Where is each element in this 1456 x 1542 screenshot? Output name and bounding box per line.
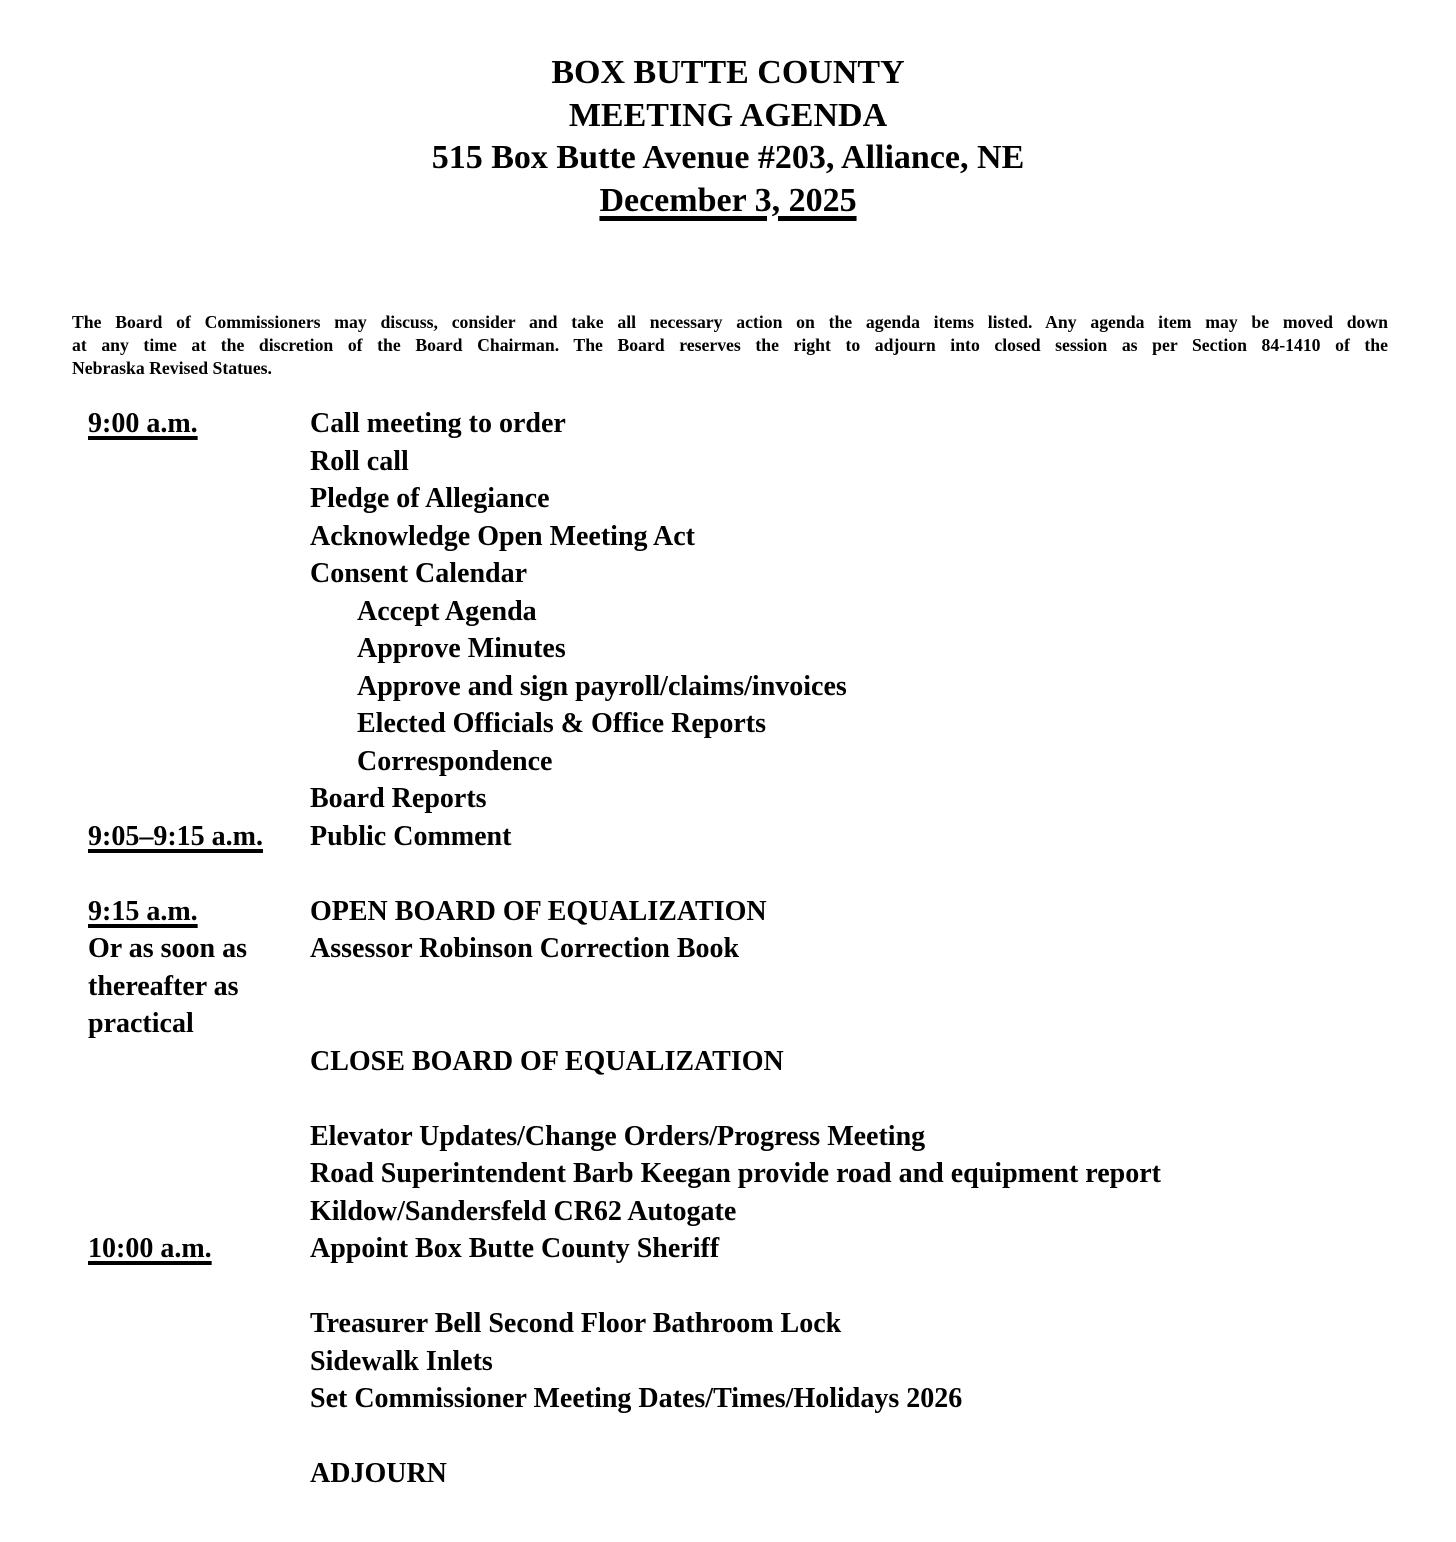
- agenda-row: [0, 1043, 1456, 1081]
- agenda-blank-row: [0, 855, 1456, 893]
- agenda-blank-row: [0, 1080, 1456, 1118]
- agenda-row: [0, 818, 1456, 856]
- agenda-row: [0, 1455, 1456, 1493]
- agenda-time: practical: [88, 1008, 194, 1039]
- agenda-item: Elected Officials & Office Reports: [357, 708, 766, 739]
- agenda-time: 9:15 a.m.: [88, 895, 198, 927]
- agenda-row: [0, 518, 1456, 556]
- agenda-blank-row: [0, 1418, 1456, 1456]
- agenda-item: Kildow/Sandersfeld CR62 Autogate: [310, 1195, 737, 1227]
- agenda-row: [0, 405, 1456, 443]
- agenda-item: Consent Calendar: [310, 558, 528, 589]
- agenda-time: 10:00 a.m.: [88, 1233, 212, 1264]
- agenda-row: [0, 1005, 1456, 1043]
- agenda-item: CLOSE BOARD OF EQUALIZATION: [310, 1045, 784, 1077]
- agenda-item: Board Reports: [310, 783, 487, 814]
- agenda-time: 9:00 a.m.: [88, 408, 198, 439]
- agenda-row: [0, 1193, 1456, 1231]
- agenda-item: Accept Agenda: [357, 595, 537, 627]
- agenda-row: [0, 893, 1456, 931]
- agenda-row: [0, 705, 1456, 743]
- agenda-item: OPEN BOARD OF EQUALIZATION: [310, 895, 767, 927]
- agenda-item: Sidewalk Inlets: [310, 1345, 493, 1377]
- disclaimer-paragraph: [72, 311, 1388, 380]
- title-county: BOX BUTTE COUNTY: [551, 54, 905, 91]
- agenda-row: [0, 930, 1456, 968]
- agenda-time: thereafter as: [88, 970, 239, 1002]
- agenda-item: Assessor Robinson Correction Book: [310, 933, 740, 964]
- agenda-row: [0, 1380, 1456, 1418]
- agenda-row: [0, 668, 1456, 706]
- agenda-item: Set Commissioner Meeting Dates/Times/Holidays 2026: [310, 1383, 963, 1414]
- agenda-row: [0, 1305, 1456, 1343]
- agenda-item: Treasurer Bell Second Floor Bathroom Lock: [310, 1308, 842, 1339]
- agenda-item: Elevator Updates/Change Orders/Progress Meeting: [310, 1120, 926, 1152]
- title-date-line: [0, 180, 1456, 223]
- agenda-row: [0, 1155, 1456, 1193]
- agenda-row: [0, 780, 1456, 818]
- agenda-item: Approve and sign payroll/claims/invoices: [357, 670, 847, 702]
- agenda-blank-row: [0, 1268, 1456, 1306]
- agenda-row: [0, 443, 1456, 481]
- disclaimer-line: at any time at the discretion of the Board Chairman. The Board reserves the right to adjourn into closed session as per Section 84-1410 of the: [72, 335, 1388, 355]
- agenda-row: [0, 630, 1456, 668]
- agenda-item: ADJOURN: [310, 1458, 447, 1489]
- agenda-time: 9:05–9:15 a.m.: [88, 820, 263, 852]
- agenda-item: Appoint Box Butte County Sheriff: [310, 1233, 720, 1264]
- agenda-row: [0, 968, 1456, 1006]
- meeting-date: December 3, 2025: [599, 181, 857, 219]
- agenda-item: Acknowledge Open Meeting Act: [310, 520, 695, 552]
- agenda-row: [0, 1343, 1456, 1381]
- agenda-time: Or as soon as: [88, 933, 247, 964]
- agenda-row: [0, 1230, 1456, 1268]
- agenda-row: [0, 743, 1456, 781]
- agenda-item: Correspondence: [357, 745, 553, 777]
- disclaimer-line: The Board of Commissioners may discuss, consider and take all necessary action on the agenda items listed. Any agenda item may be moved down: [72, 312, 1388, 332]
- agenda-row: [0, 593, 1456, 631]
- document-header: [0, 52, 1456, 222]
- agenda-item: Roll call: [310, 445, 409, 477]
- title-meeting-agenda: MEETING AGENDA: [568, 96, 888, 134]
- agenda-row: [0, 480, 1456, 518]
- agenda-item: Pledge of Allegiance: [310, 483, 550, 514]
- agenda: [0, 405, 1456, 1493]
- agenda-row: [0, 1118, 1456, 1156]
- agenda-item: Call meeting to order: [310, 408, 566, 439]
- disclaimer-line: Nebraska Revised Statues.: [72, 358, 272, 378]
- agenda-row: [0, 555, 1456, 593]
- agenda-item: Public Comment: [310, 820, 512, 852]
- title-address: 515 Box Butte Avenue #203, Alliance, NE: [431, 139, 1025, 176]
- agenda-item: Approve Minutes: [357, 633, 566, 664]
- agenda-item: Road Superintendent Barb Keegan provide road and equipment report: [310, 1158, 1161, 1189]
